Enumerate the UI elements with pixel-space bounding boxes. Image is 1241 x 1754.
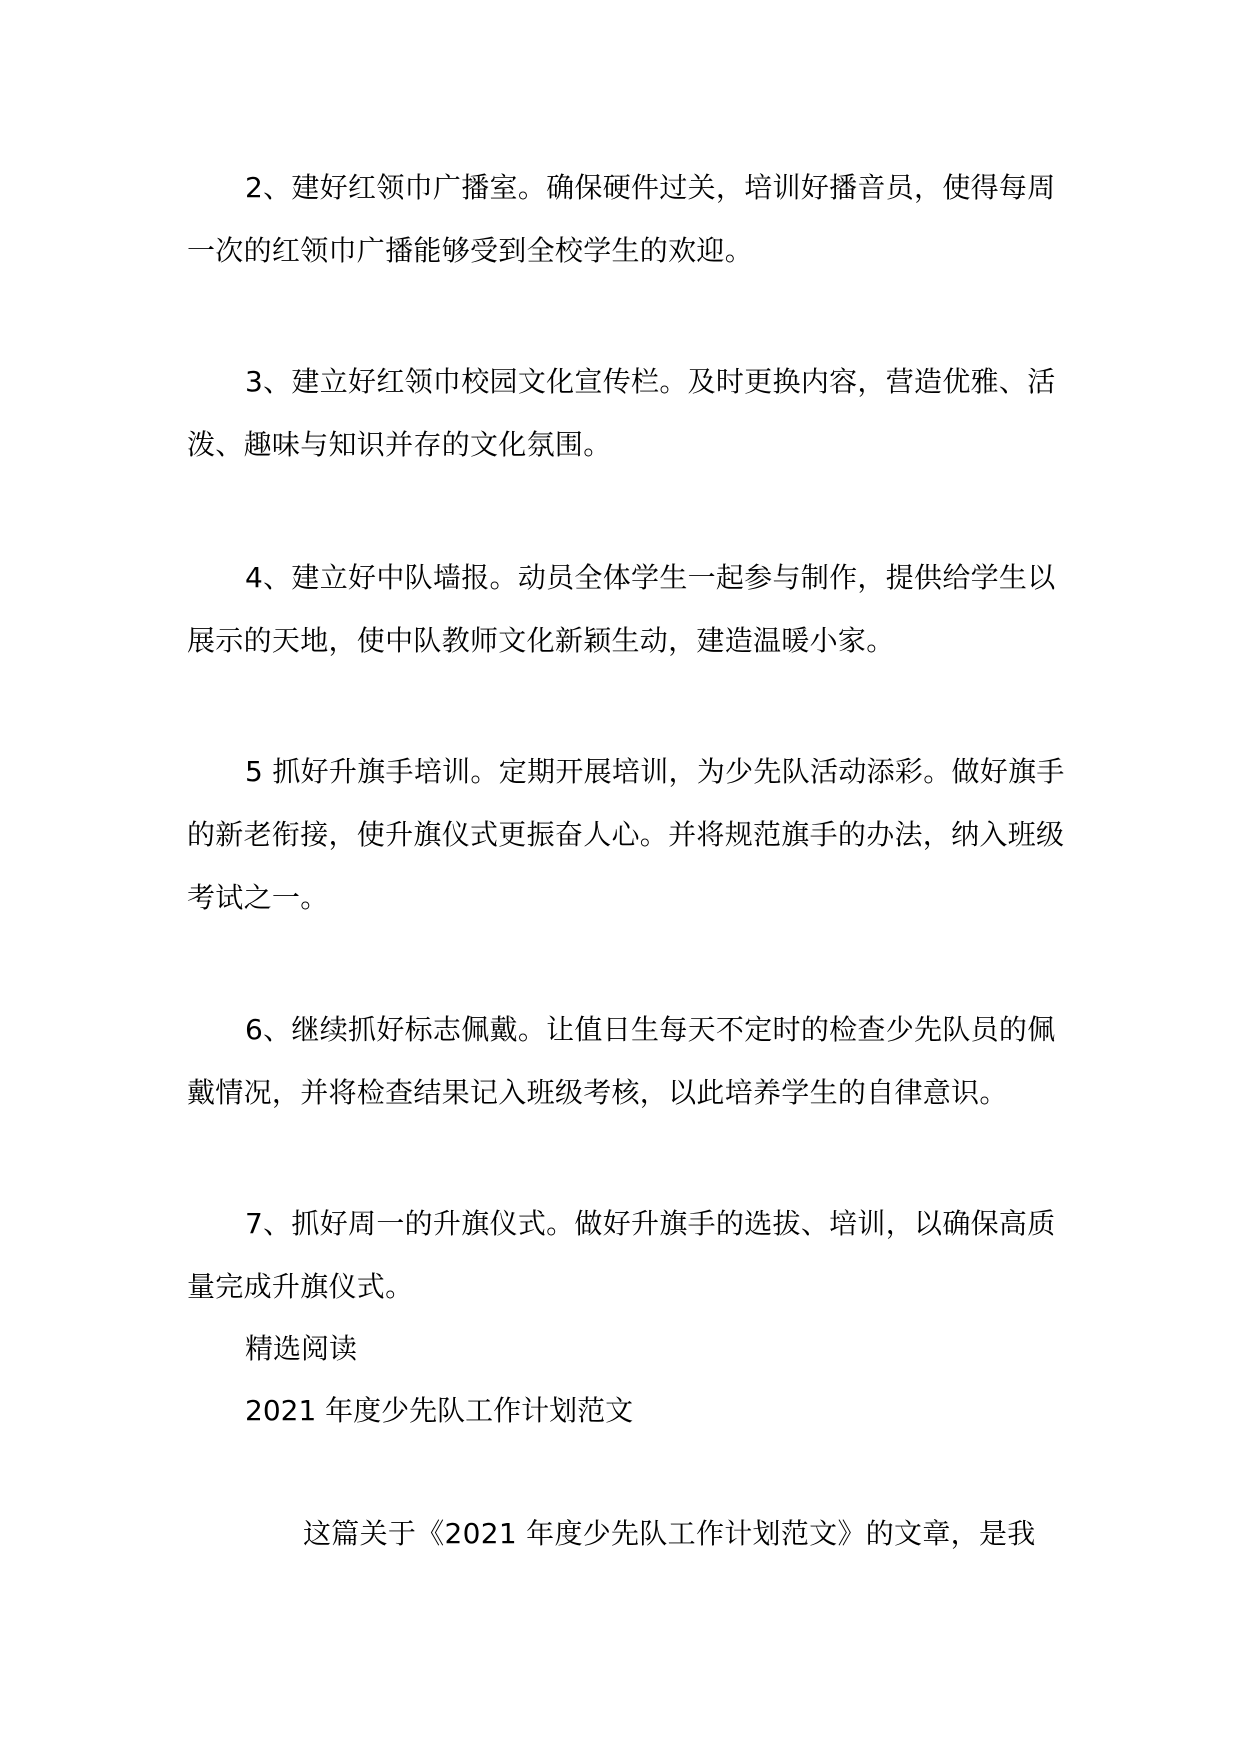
paragraph-3: 3、建立好红领巾校园文化宣传栏。及时更换内容，营造优雅、活泼、趣味与知识并存的文化氛围。: [187, 365, 1056, 461]
paragraph-7: 7、抓好周一的升旗仪式。做好升旗手的选拔、培训，以确保高质量完成升旗仪式。: [187, 1207, 1056, 1303]
featured-article-title: 2021 年度少先队工作计划范文: [245, 1394, 634, 1427]
intro-paragraph: 这篇关于《2021 年度少先队工作计划范文》的文章，是我: [303, 1517, 1036, 1550]
paragraph-5: 5 抓好升旗手培训。定期开展培训，为少先队活动添彩。做好旗手的新老衔接，使升旗仪式更振奋人心。并将规范旗手的办法，纳入班级考试之一。: [187, 755, 1065, 914]
paragraph-6: 6、继续抓好标志佩戴。让值日生每天不定时的检查少先队员的佩戴情况，并将检查结果记入班级考核，以此培养学生的自律意识。: [187, 1013, 1056, 1109]
featured-reading-label: 精选阅读: [245, 1332, 358, 1365]
paragraph-4: 4、建立好中队墙报。动员全体学生一起参与制作，提供给学生以展示的天地，使中队教师文化新颖生动，建造温暖小家。: [187, 561, 1056, 657]
paragraph-2: 2、建好红领巾广播室。确保硬件过关，培训好播音员，使得每周一次的红领巾广播能够受到全校学生的欢迎。: [187, 171, 1056, 267]
